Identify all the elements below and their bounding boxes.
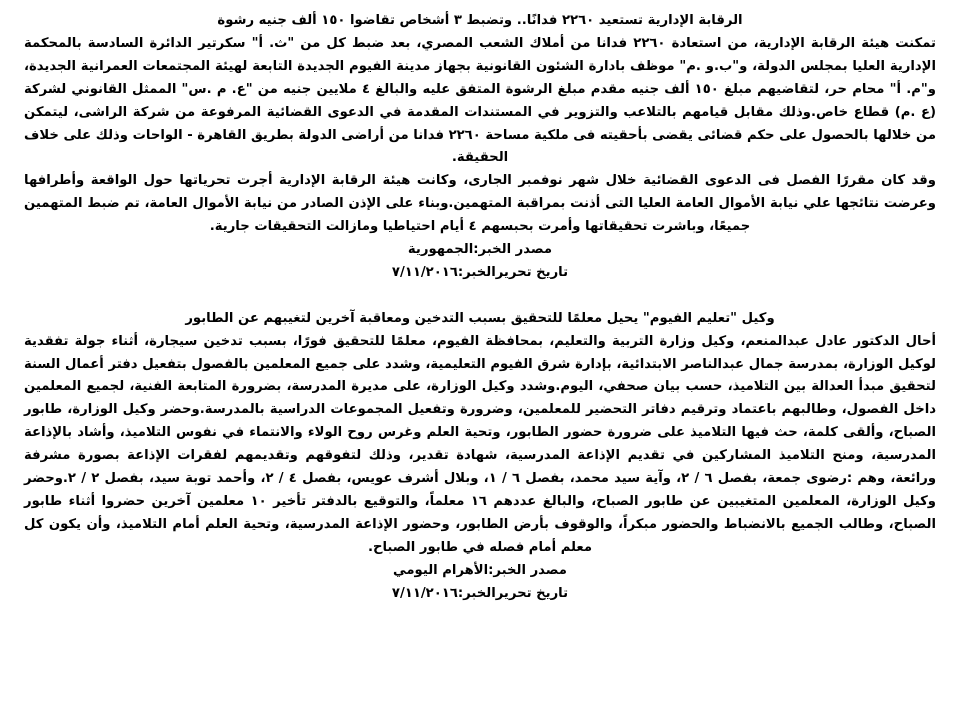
article-separator bbox=[24, 285, 936, 308]
article-source: مصدر الخبر:الأهرام اليومي bbox=[393, 562, 567, 578]
news-article bbox=[24, 10, 936, 285]
date-value: ٧/١١/٢٠١٦ bbox=[391, 264, 458, 280]
article-headline: وكيل "تعليم الفيوم" يحيل معلمًا للتحقيق بسبب التدخين ومعاقبة آخرين لتغيبهم عن الطابور bbox=[185, 310, 775, 326]
date-label: تاريخ تحريرالخبر: bbox=[457, 264, 569, 280]
article-paragraph: أحال الدكتور عادل عبدالمنعم، وكيل وزارة التربية والتعليم، بمحافظة الفيوم، معلمًا للتحقيق فورًا، بسبب تدخين سيجارة، أثناء جولة تفقدية لوكيل الوزارة، بمدرسة جمال عبدالناصر الابتدائية، بإدارة شرق الفيوم التعليمية، وشدد على جميع المعلمين بالفصول بتفعيل دفتر أعمال السنة لتحقيق مبدأ العدالة بين التلاميذ، حسب بيان صحفي، اليوم.وشدد وكيل الوزارة، على مديرة المدرسة، بضرورة المتابعة الفنية، لجميع المعلمين داخل الفصول، وطالبهم باعتماد وترقيم دفاتر التحضير للمعلمين، وضرورة وتفعيل المجموعات الدراسية بالمدرسة.وحضر وكيل الوزارة، طابور الصباح، وألقى كلمة، حث فيها التلاميذ على ضرورة حضور الطابور، وتحية العلم وغرس روح الولاء والانتماء في نفوس التلاميذ، وأشاد بالإذاعة المدرسية، ومنح التلاميذ المشاركين في تقديم الإذاعة المدرسية، شهادة تقدير، وذلك لتفوقهم وتقديمهم لفقرات الإذاعة بصورة مشرفة ورائعة، وهم :رضوى جمعة، بفصل ٦ / ٢، وآية سيد محمد، بفصل ٦ / ١، وبلال أشرف عويس، بفصل ٤ / ٢، وأحمد توبة سيد، بفصل ٢ / ٢.وحضر وكيل الوزارة، المعلمين المتغيبين عن طابور الصباح، والبالغ عددهم ١٦ معلماً، والتوقيع بالدفتر تأخير ١٠ معلمين آخرين حضروا أثناء طابور الصباح، وطالب الجميع بالانضباط والحضور مبكراً، والوقوف بأرض الطابور، وحضور الإذاعة المدرسية، وتحية العلم أمام التلاميذ، وأن يكون كل معلم أمام فصله في طابور الصباح. bbox=[24, 333, 937, 555]
article-paragraph: تمكنت هيئة الرقابة الإدارية، من استعادة ٢٢٦٠ فدانا من أملاك الشعب المصري، بعد ضبط كل من "ث. أ" سكرتير الدائرة السادسة بالمحكمة الإدارية العليا بمجلس الدولة، و"ب.و .م" موظف بادارة الشئون القانونية بجهاز مدينة الفيوم الجديدة التابعة لهيئة المجتمعات العمرانية الجديدة، و"م. أ" محام حر، لتقاضيهم مبلغ ١٥٠ ألف جنيه مقدم مبلغ الرشوة المتفق عليه والبالغ ٤ ملايين جنيه من "ع. م .س" الممثل القانوني لشركة (ع .م) قطاع خاص.وذلك مقابل قيامهم بالتلاعب والتزوير في المستندات المقدمة في الدعوى القضائية المرفوعة من شركة الراشى، ليتمكن من خلالها بالحصول على حكم قضائى يقضى بأحقيته فى ملكية مساحة ٢٢٦٠ فدانا من أراضى الدولة بطريق القاهرة - الواحات وذلك على خلاف الحقيقة. bbox=[24, 35, 937, 166]
article-paragraph: وقد كان مقررًا الفصل فى الدعوى القضائية خلال شهر نوفمبر الجارى، وكانت هيئة الرقابة الإدارية أجرت تحرياتها حول الواقعة وأطرافها وعرضت نتائجها علي نيابة الأموال العامة العليا التى أذنت بمراقبة المتهمين.وبناء على الإذن الصادر من نيابة الأموال العامة، تم ضبط المتهمين جميعًا، وباشرت تحقيقاتها وأمرت بحبسهم ٤ أيام احتياطيا ومازالت التحقيقات جارية. bbox=[24, 173, 936, 235]
article-date bbox=[24, 262, 936, 285]
news-article bbox=[24, 308, 936, 606]
date-value: ٧/١١/٢٠١٦ bbox=[391, 585, 458, 601]
article-headline: الرقابة الإدارية تستعيد ٢٢٦٠ فدانًا.. وتضبط ٣ أشخاص تقاضوا ١٥٠ ألف جنيه رشوة bbox=[217, 13, 743, 28]
article-source: مصدر الخبر:الجمهورية bbox=[407, 242, 553, 258]
date-label: تاريخ تحريرالخبر: bbox=[457, 585, 569, 601]
article-date bbox=[24, 583, 936, 606]
